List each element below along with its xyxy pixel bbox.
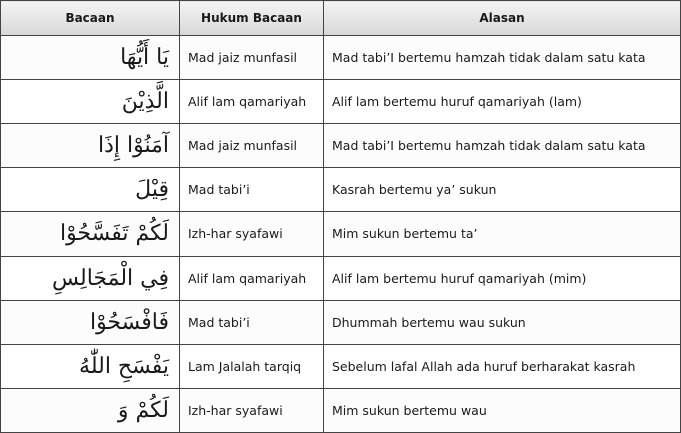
table-row	[1, 344, 681, 388]
hukum-cell: Lam Jalalah tarqiq	[180, 344, 324, 388]
header-hukum-bacaan: Hukum Bacaan	[180, 1, 324, 36]
bacaan-cell: فِي الْمَجَالِسِ	[1, 256, 180, 300]
hukum-cell: Alif lam qamariyah	[180, 80, 324, 124]
bacaan-cell: الَّذِيْنَ	[1, 80, 180, 124]
alasan-cell: Kasrah bertemu ya’ sukun	[324, 168, 681, 212]
bacaan-cell: فَافْسَحُوْا	[1, 300, 180, 344]
bacaan-cell: يَا أَيُّهَا	[1, 36, 180, 80]
alasan-cell: Mim sukun bertemu ta’	[324, 212, 681, 256]
table-row	[1, 388, 681, 432]
table-row	[1, 300, 681, 344]
hukum-cell: Mad tabi’i	[180, 300, 324, 344]
table-row	[1, 36, 681, 80]
header-alasan: Alasan	[324, 1, 681, 36]
header-row	[1, 1, 681, 36]
bacaan-cell: قِيْلَ	[1, 168, 180, 212]
table-row	[1, 256, 681, 300]
table-row	[1, 124, 681, 168]
hukum-cell: Alif lam qamariyah	[180, 256, 324, 300]
hukum-cell: Mad tabi’i	[180, 168, 324, 212]
bacaan-cell: يَفْسَحِ اللّٰهُ	[1, 344, 180, 388]
hukum-cell: Izh-har syafawi	[180, 388, 324, 432]
hukum-cell: Izh-har syafawi	[180, 212, 324, 256]
bacaan-cell: آمَنُوْا إِذَا	[1, 124, 180, 168]
alasan-cell: Mad tabi’I bertemu hamzah tidak dalam satu kata	[324, 124, 681, 168]
table-row	[1, 212, 681, 256]
alasan-cell: Mim sukun bertemu wau	[324, 388, 681, 432]
hukum-cell: Mad jaiz munfasil	[180, 36, 324, 80]
hukum-cell: Mad jaiz munfasil	[180, 124, 324, 168]
alasan-cell: Dhummah bertemu wau sukun	[324, 300, 681, 344]
alasan-cell: Sebelum lafal Allah ada huruf berharakat kasrah	[324, 344, 681, 388]
header-bacaan: Bacaan	[1, 1, 180, 36]
table-row	[1, 168, 681, 212]
bacaan-cell: لَكُمْ تَفَسَّحُوْا	[1, 212, 180, 256]
alasan-cell: Alif lam bertemu huruf qamariyah (mim)	[324, 256, 681, 300]
alasan-cell: Alif lam bertemu huruf qamariyah (lam)	[324, 80, 681, 124]
table-row	[1, 80, 681, 124]
alasan-cell: Mad tabi’I bertemu hamzah tidak dalam satu kata	[324, 36, 681, 80]
bacaan-cell: لَكُمْ وَ	[1, 388, 180, 432]
